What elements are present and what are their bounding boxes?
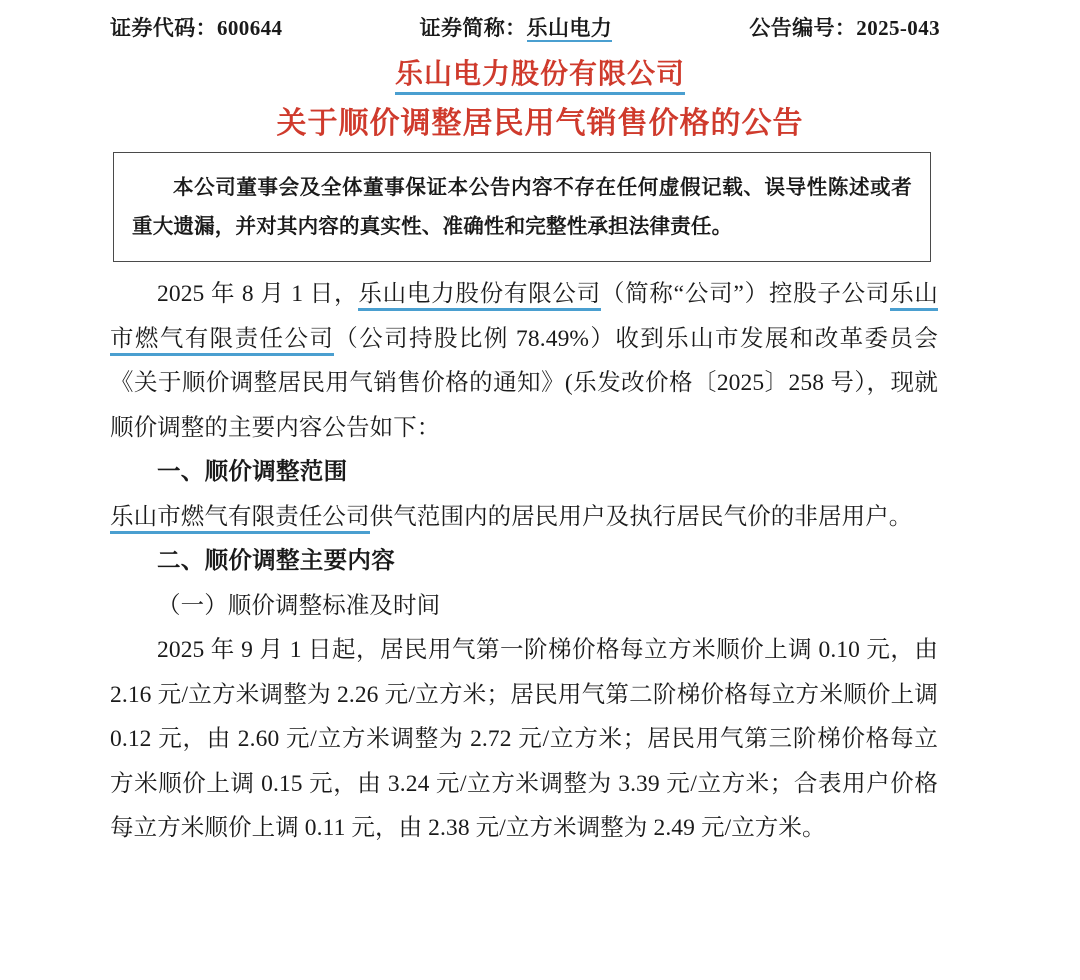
price-adjustment-paragraph: 2025 年 9 月 1 日起，居民用气第一阶梯价格每立方米顺价上调 0.10 元，由 2.16 元/立方米调整为 2.26 元/立方米；居民用气第二阶梯价格每立方米顺价上调 0.12 元，由 2.60 元/立方米调整为 2.72 元/立方米；居民用气第三阶梯价格每立方米顺价上调 0.15 元，由 3.24 元/立方米调整为 3.39 元/立方米；合表用户价格每立方米顺价上调 0.11 元，由 2.38 元/立方米调整为 2.49 元/立方米。: [110, 637, 938, 841]
entity-link-gas-subsidiary[interactable]: 乐山市燃气有限责任公司: [110, 281, 938, 356]
entity-link-gas-subsidiary-scope[interactable]: 乐山市燃气有限责任公司: [110, 504, 370, 534]
subsection-heading-2-1: （一）顺价调整标准及时间: [157, 592, 441, 619]
entity-link-parent-company[interactable]: 乐山电力股份有限公司: [358, 281, 601, 311]
header-field-stock-code: [110, 12, 282, 42]
intro-part-3: （公司持股比例 78.49%）收到乐山市发展和改革委员会《关于顺价调整居民用气销售价格的通知》(乐发改价格〔2025〕258 号），现就顺价调整的主要内容公告如下：: [110, 325, 938, 441]
section-heading-2: 二、顺价调整主要内容: [157, 548, 395, 574]
intro-part-2: （简称“公司”）控股子公司: [600, 281, 891, 307]
header-field-stock-abbr: [420, 12, 613, 42]
stock-abbr-label: 证券简称：: [419, 16, 527, 40]
document-header: [110, 12, 940, 42]
section-1-text: 供气范围内的居民用户及执行居民气价的非居用户。: [369, 503, 913, 530]
company-title-text[interactable]: 乐山电力股份有限公司: [395, 59, 685, 95]
section-heading-1: 一、顺价调整范围: [157, 459, 348, 485]
stock-code-value: 600644: [217, 16, 283, 40]
announcement-title: 关于顺价调整居民用气销售价格的公告: [276, 107, 804, 140]
disclaimer-box: [113, 152, 931, 262]
intro-paragraph: [110, 272, 938, 450]
intro-part-1: 2025 年 8 月 1 日，: [157, 281, 359, 307]
announcement-no-value: 2025-043: [856, 16, 940, 40]
stock-code-label: 证券代码：: [110, 16, 217, 40]
disclaimer-text: 本公司董事会及全体董事保证本公告内容不存在任何虚假记载、误导性陈述或者重大遗漏，并对其内容的真实性、准确性和完整性承担法律责任。: [132, 177, 912, 238]
header-field-announcement-no: [749, 12, 940, 42]
section-1-paragraph: [110, 495, 938, 540]
announcement-no-label: 公告编号：: [749, 16, 857, 40]
stock-abbr-value[interactable]: 乐山电力: [526, 16, 613, 40]
company-title: [0, 52, 1080, 92]
document-body: [110, 272, 938, 851]
